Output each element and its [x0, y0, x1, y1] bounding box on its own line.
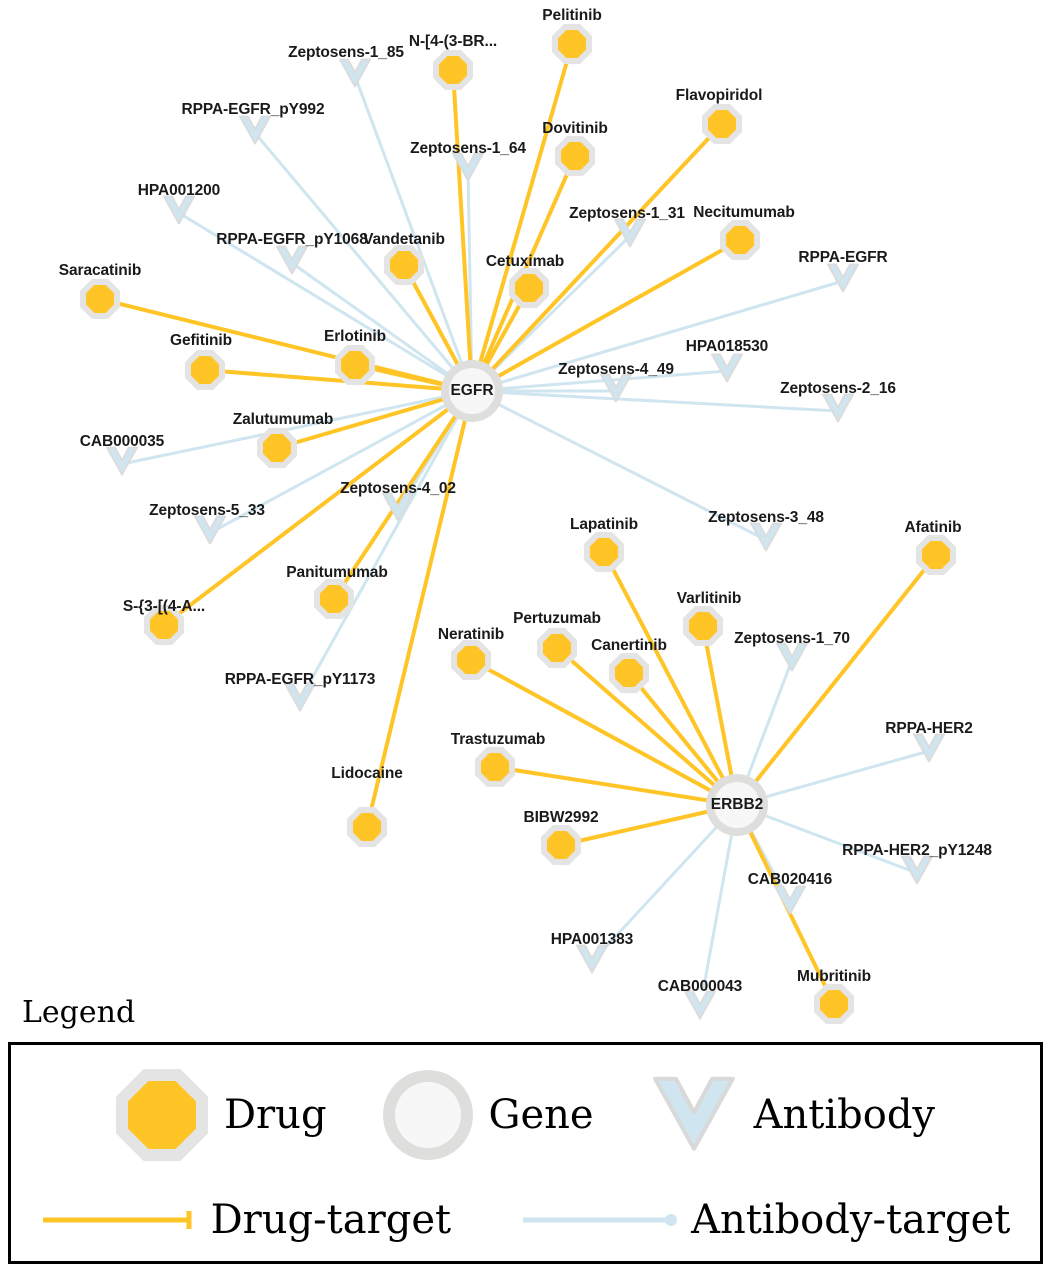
- drug-octagon-icon: [384, 245, 424, 285]
- drug-octagon-icon: [537, 628, 577, 668]
- drug-node[interactable]: [683, 606, 723, 646]
- drug-octagon-icon: [257, 428, 297, 468]
- drug-node[interactable]: [335, 345, 375, 385]
- drug-octagon-icon: [555, 136, 595, 176]
- drug-label: Cetuximab: [485, 253, 565, 270]
- drug-label: Dovitinib: [542, 120, 608, 137]
- drug-octagon-icon: [185, 350, 225, 390]
- drug-octagon-icon: [80, 279, 120, 319]
- drug-octagon-icon: [509, 268, 549, 308]
- drug-node[interactable]: [347, 807, 387, 847]
- gene-node[interactable]: [706, 774, 768, 836]
- gene-circle-icon: [441, 360, 503, 422]
- drug-octagon-icon: [475, 747, 515, 787]
- gene-node[interactable]: [441, 360, 503, 422]
- antibody-label: Zeptosens-3_48: [708, 509, 824, 526]
- drug-label: Saracatinib: [58, 262, 142, 279]
- antibody-node[interactable]: [275, 244, 309, 283]
- legend-label-antibody: Antibody: [753, 1092, 936, 1138]
- drug-node[interactable]: [609, 653, 649, 693]
- drug-octagon-icon: [541, 825, 581, 865]
- drug-node[interactable]: [720, 220, 760, 260]
- drug-node[interactable]: [702, 104, 742, 144]
- drug-octagon-icon: [814, 984, 854, 1024]
- antibody-label: RPPA-EGFR: [798, 249, 888, 266]
- gene-label: ERBB2: [710, 796, 764, 813]
- drug-node[interactable]: [814, 984, 854, 1024]
- drug-octagon-icon: [433, 50, 473, 90]
- antibody-label: CAB000043: [657, 978, 743, 995]
- antibody-label: HPA018530: [685, 338, 769, 355]
- antibody-label: Zeptosens-5_33: [149, 502, 265, 519]
- antibody-label: RPPA-HER2: [885, 720, 973, 737]
- drug-node[interactable]: [552, 24, 592, 64]
- antibody-label: Zeptosens-1_85: [288, 44, 404, 61]
- antibody-label: RPPA-EGFR_pY992: [181, 101, 325, 118]
- drug-node[interactable]: [541, 825, 581, 865]
- antibody-label: Zeptosens-1_70: [734, 630, 850, 647]
- drug-label: Trastuzumab: [450, 731, 546, 748]
- antibody-node[interactable]: [710, 352, 744, 391]
- drug-node[interactable]: [584, 532, 624, 572]
- gene-circle-icon: [706, 774, 768, 836]
- drug-octagon-icon: [720, 220, 760, 260]
- drug-octagon-icon: [451, 640, 491, 680]
- gene-circle-icon: [383, 1070, 473, 1160]
- drug-label: Flavopiridol: [675, 87, 763, 104]
- drug-label: Canertinib: [591, 637, 667, 654]
- drug-label: Gefitinib: [170, 332, 232, 349]
- legend-label-drug: Drug: [223, 1092, 327, 1138]
- drug-octagon-icon: [916, 535, 956, 575]
- antibody-node[interactable]: [826, 262, 860, 301]
- antibody-label: RPPA-HER2_pY1248: [842, 842, 992, 859]
- drug-label: Lapatinib: [570, 516, 638, 533]
- antibody-label: HPA001383: [550, 931, 634, 948]
- antibody-label: Zeptosens-4_02: [340, 480, 456, 497]
- drug-node[interactable]: [314, 579, 354, 619]
- antibody-label: RPPA-EGFR_pY1173: [224, 671, 376, 688]
- drug-octagon-icon: [683, 606, 723, 646]
- drug-node[interactable]: [451, 640, 491, 680]
- drug-octagon-icon: [552, 24, 592, 64]
- gene-label: EGFR: [450, 382, 494, 399]
- drug-node[interactable]: [475, 747, 515, 787]
- drug-label: Zalutumumab: [232, 411, 334, 428]
- antibody-chevron-icon: [650, 1071, 738, 1159]
- drug-label: Lidocaine: [331, 765, 403, 782]
- drug-node[interactable]: [916, 535, 956, 575]
- legend-title: Legend: [22, 995, 136, 1030]
- antibody-label: Zeptosens-1_64: [410, 140, 526, 157]
- drug-label: Neratinib: [437, 626, 505, 643]
- drug-label: Afatinib: [904, 519, 962, 536]
- drug-label: S-{3-[(4-A...: [122, 598, 206, 615]
- drug-label: N-[4-(3-BR...: [408, 33, 498, 50]
- antibody-label: Zeptosens-1_31: [569, 205, 685, 222]
- antibody-node[interactable]: [238, 114, 272, 153]
- drug-node[interactable]: [185, 350, 225, 390]
- drug-node[interactable]: [509, 268, 549, 308]
- antibody-target-edge-icon: [521, 1207, 681, 1233]
- legend-box: [8, 1042, 1043, 1264]
- antibody-label: HPA001200: [137, 182, 221, 199]
- legend-label-drug-target: Drug-target: [210, 1197, 452, 1243]
- drug-node[interactable]: [537, 628, 577, 668]
- drug-octagon-icon: [584, 532, 624, 572]
- drug-target-edge-icon: [41, 1207, 201, 1233]
- drug-octagon-icon: [314, 579, 354, 619]
- antibody-label: CAB020416: [747, 871, 833, 888]
- antibody-label: Zeptosens-2_16: [780, 380, 896, 397]
- antibody-label: CAB000035: [79, 433, 165, 450]
- legend-edge-drug-target: [41, 1197, 451, 1243]
- drug-octagon-icon: [609, 653, 649, 693]
- antibody-node[interactable]: [773, 884, 807, 923]
- drug-label: BIBW2992: [523, 809, 599, 826]
- drug-octagon-icon: [116, 1069, 208, 1161]
- drug-label: Varlitinib: [676, 590, 742, 607]
- drug-label: Panitumumab: [286, 564, 388, 581]
- drug-octagon-icon: [702, 104, 742, 144]
- drug-label: Pertuzumab: [513, 610, 601, 627]
- antibody-chevron-icon: [710, 352, 744, 386]
- antibody-node[interactable]: [338, 57, 372, 96]
- legend-label-gene: Gene: [488, 1092, 594, 1138]
- legend-item-antibody: [650, 1071, 935, 1159]
- drug-label: Vandetanib: [363, 231, 445, 248]
- drug-node[interactable]: [555, 136, 595, 176]
- drug-label: Erlotinib: [324, 328, 386, 345]
- drug-label: Mubritinib: [797, 968, 871, 985]
- drug-octagon-icon: [347, 807, 387, 847]
- legend-item-drug: [116, 1069, 327, 1161]
- drug-node[interactable]: [80, 279, 120, 319]
- edge: [737, 555, 936, 805]
- drug-label: Necitumumab: [693, 204, 795, 221]
- antibody-label: RPPA-EGFR_pY1068: [216, 231, 368, 248]
- drug-node[interactable]: [433, 50, 473, 90]
- legend-item-gene: [383, 1070, 594, 1160]
- antibody-label: Zeptosens-4_49: [558, 361, 674, 378]
- drug-node[interactable]: [384, 245, 424, 285]
- drug-node[interactable]: [257, 428, 297, 468]
- legend-edge-antibody-target: [521, 1197, 1010, 1243]
- legend-label-antibody-target: Antibody-target: [691, 1197, 1011, 1243]
- drug-octagon-icon: [335, 345, 375, 385]
- drug-label: Pelitinib: [542, 7, 602, 24]
